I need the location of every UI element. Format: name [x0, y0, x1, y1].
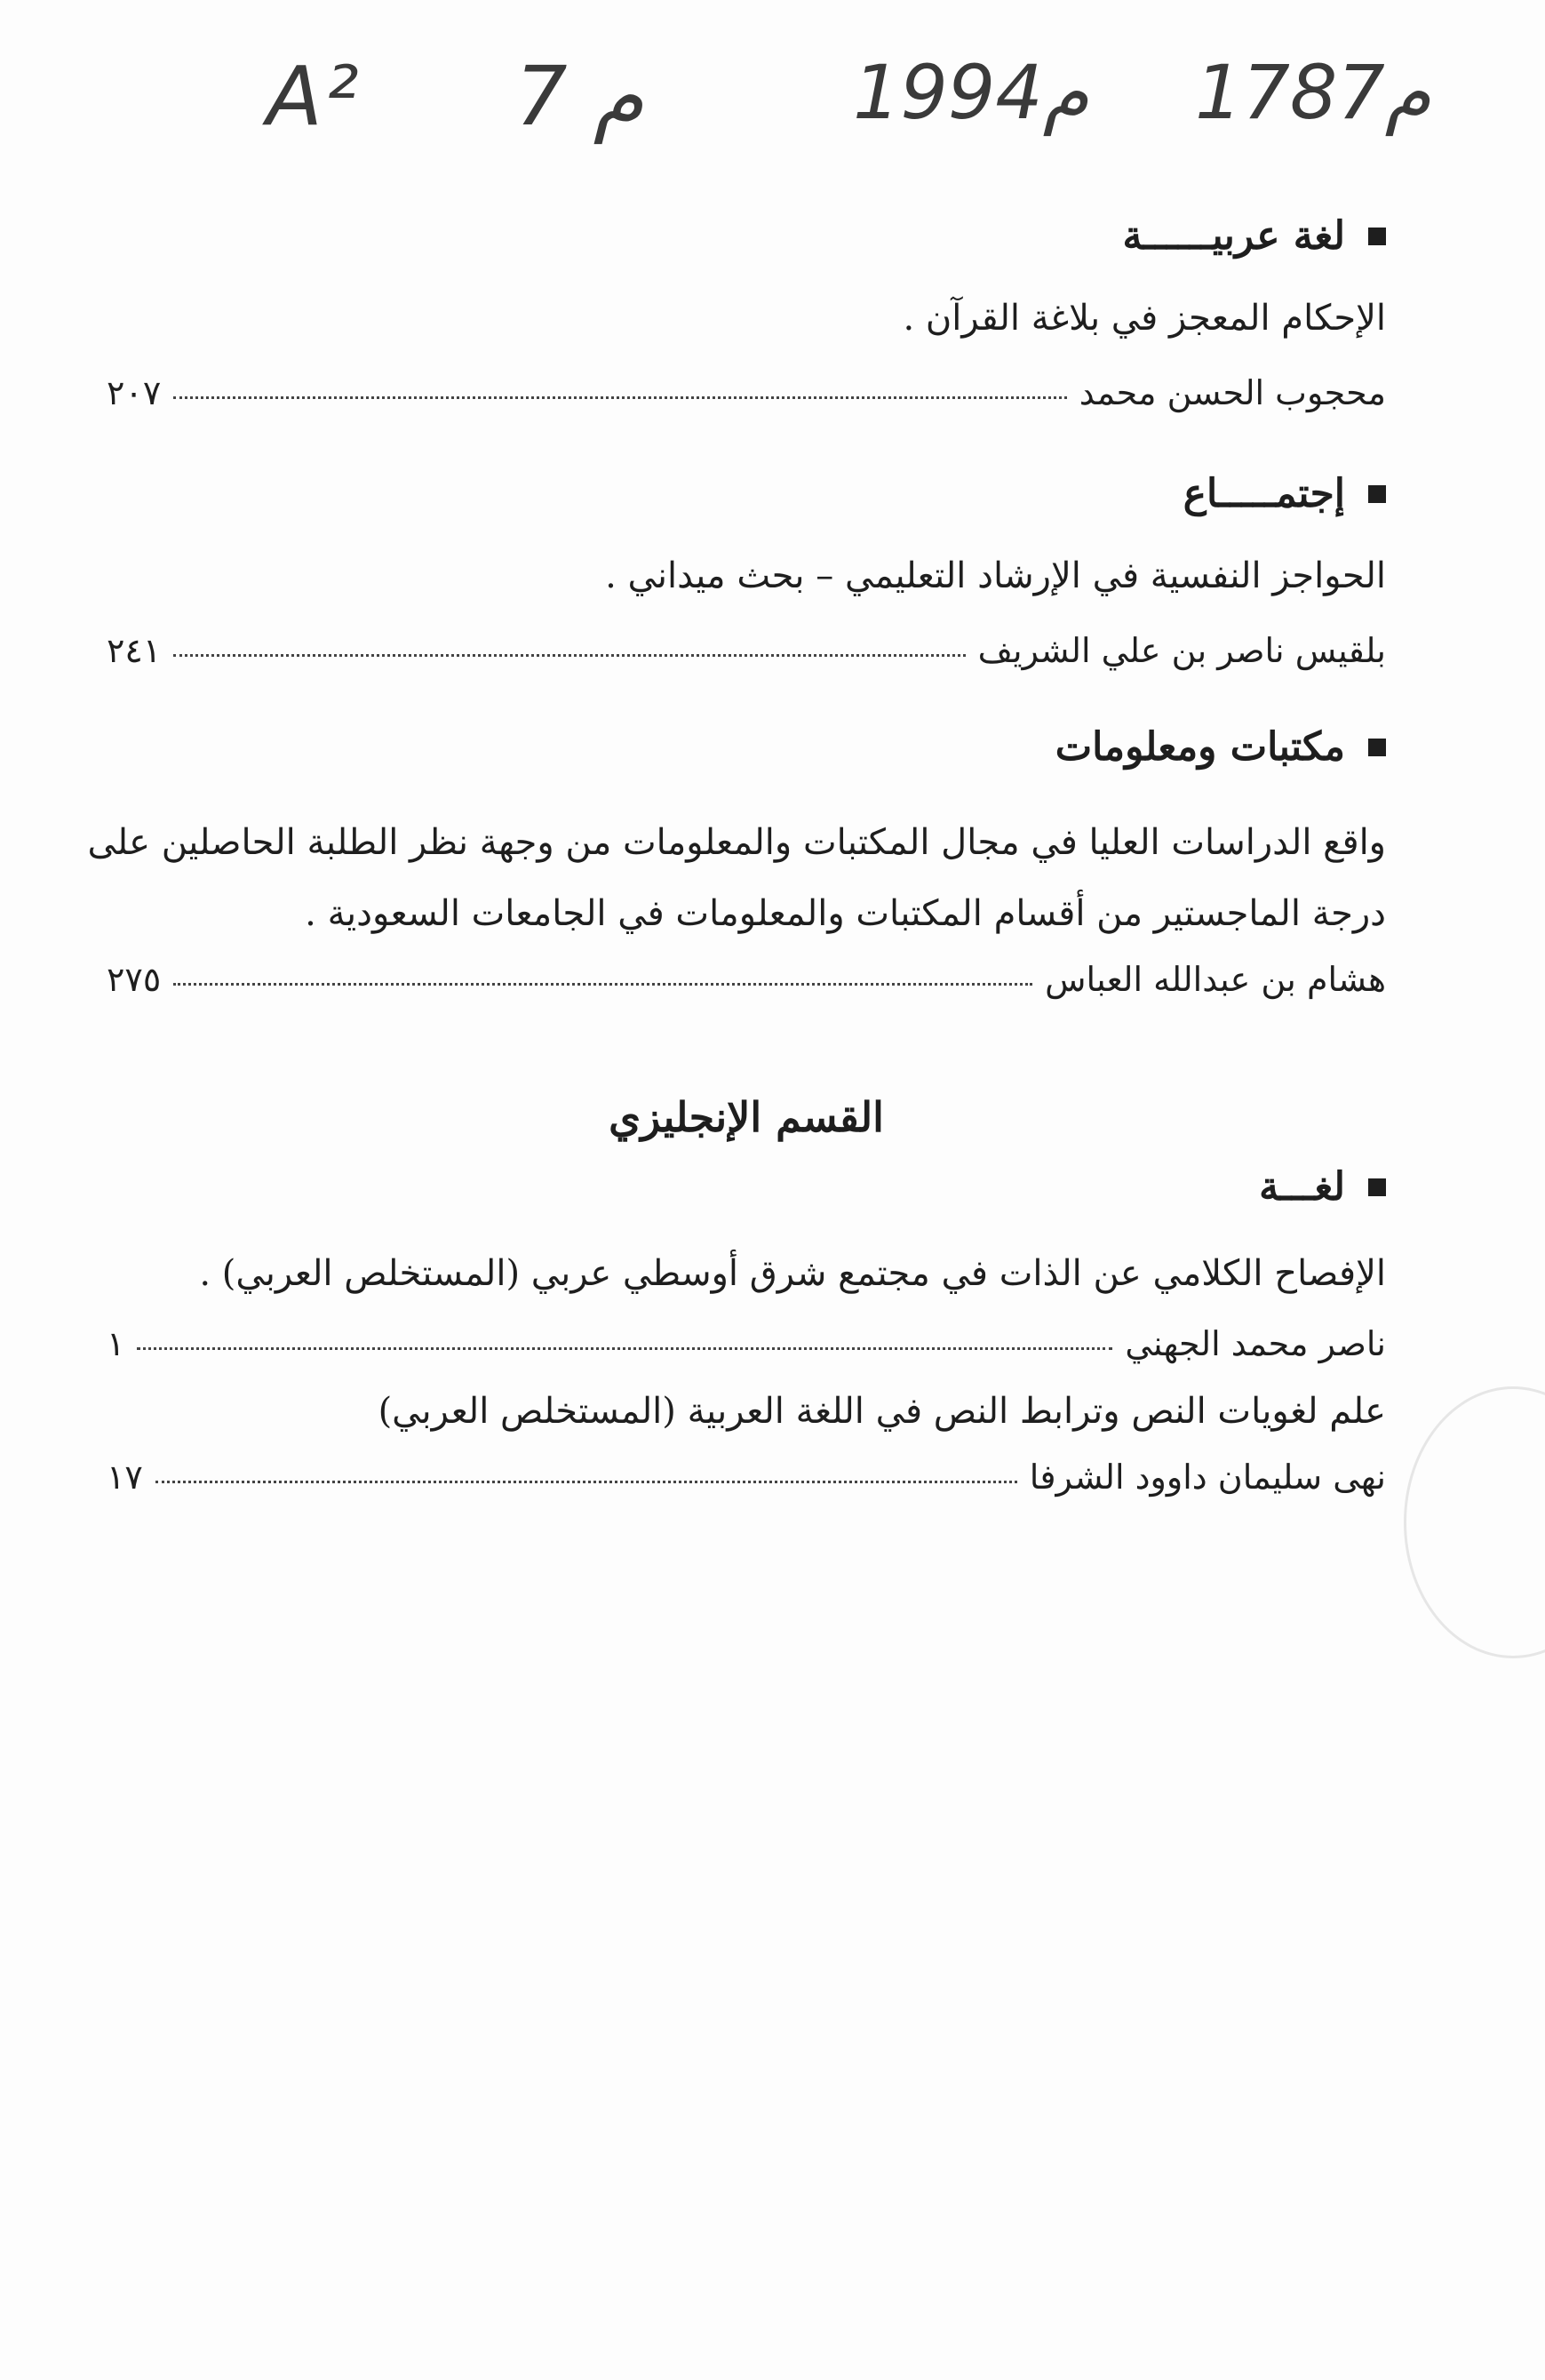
entry-author: هشام بن عبدالله العباس [1045, 960, 1386, 999]
faint-stamp-mark [1404, 1386, 1545, 1658]
dot-leader [155, 1481, 1017, 1483]
entry-author-row [107, 373, 1386, 412]
entry-author-row [107, 960, 1386, 999]
bullet-square-icon [1368, 228, 1386, 245]
entry-title-line-2: درجة الماجستير من أقسام المكتبات والمعلومات في الجامعات السعودية . [305, 893, 1386, 934]
section-heading-arabic-language [1122, 213, 1386, 259]
section-heading-sociology [1183, 471, 1386, 516]
bullet-square-icon [1368, 1178, 1386, 1196]
section-heading-label: لغـــة [1259, 1164, 1345, 1210]
dot-leader [137, 1347, 1112, 1350]
section-heading-language [1259, 1164, 1386, 1210]
entry-author: نهى سليمان داوود الشرفا [1029, 1458, 1386, 1497]
section-heading-label: مكتبات ومعلومات [1055, 724, 1345, 770]
dot-leader [173, 983, 1032, 986]
entry-page-number[interactable]: ١٧ [107, 1458, 143, 1497]
entry-page-number[interactable]: ١ [107, 1324, 125, 1363]
entry-title: الإحكام المعجز في بلاغة القرآن . [903, 298, 1386, 339]
bullet-square-icon [1368, 485, 1386, 503]
handwritten-note-1: A² [267, 49, 362, 144]
handwritten-note-4: 1787م [1195, 49, 1431, 136]
section-heading-label: لغة عربيــــــة [1122, 213, 1345, 259]
table-of-contents [87, 0, 1386, 2380]
entry-page-number[interactable]: ٢٧٥ [107, 960, 162, 999]
entry-title-line-1: واقع الدراسات العليا في مجال المكتبات والمعلومات من وجهة نظر الطلبة الحاصلين على [87, 822, 1386, 863]
section-heading-libraries [1055, 724, 1386, 770]
entry-author-row [107, 631, 1386, 670]
entry-title: الإفصاح الكلامي عن الذات في مجتمع شرق أوسطي عربي (المستخلص العربي) . [199, 1253, 1386, 1294]
dot-leader [173, 396, 1067, 399]
entry-title: علم لغويات النص وترابط النص في اللغة العربية (المستخلص العربي) [378, 1391, 1386, 1432]
part-heading-english: القسم الإنجليزي [609, 1093, 884, 1141]
entry-author: بلقيس ناصر بن علي الشريف [977, 631, 1386, 670]
handwritten-note-3: 1994م [853, 49, 1089, 136]
entry-author-row [107, 1458, 1386, 1497]
dot-leader [173, 654, 965, 657]
entry-page-number[interactable]: ٢٠٧ [107, 373, 162, 412]
bullet-square-icon [1368, 739, 1386, 756]
section-heading-label: إجتمـــــاع [1183, 471, 1345, 516]
entry-author: محجوب الحسن محمد [1079, 373, 1386, 412]
entry-page-number[interactable]: ٢٤١ [107, 631, 162, 670]
entry-title: الحواجز النفسية في الإرشاد التعليمي – بحث ميداني . [605, 555, 1386, 596]
handwritten-note-2: 7 م [515, 49, 644, 144]
entry-author: ناصر محمد الجهني [1125, 1324, 1386, 1363]
entry-author-row [107, 1324, 1386, 1363]
